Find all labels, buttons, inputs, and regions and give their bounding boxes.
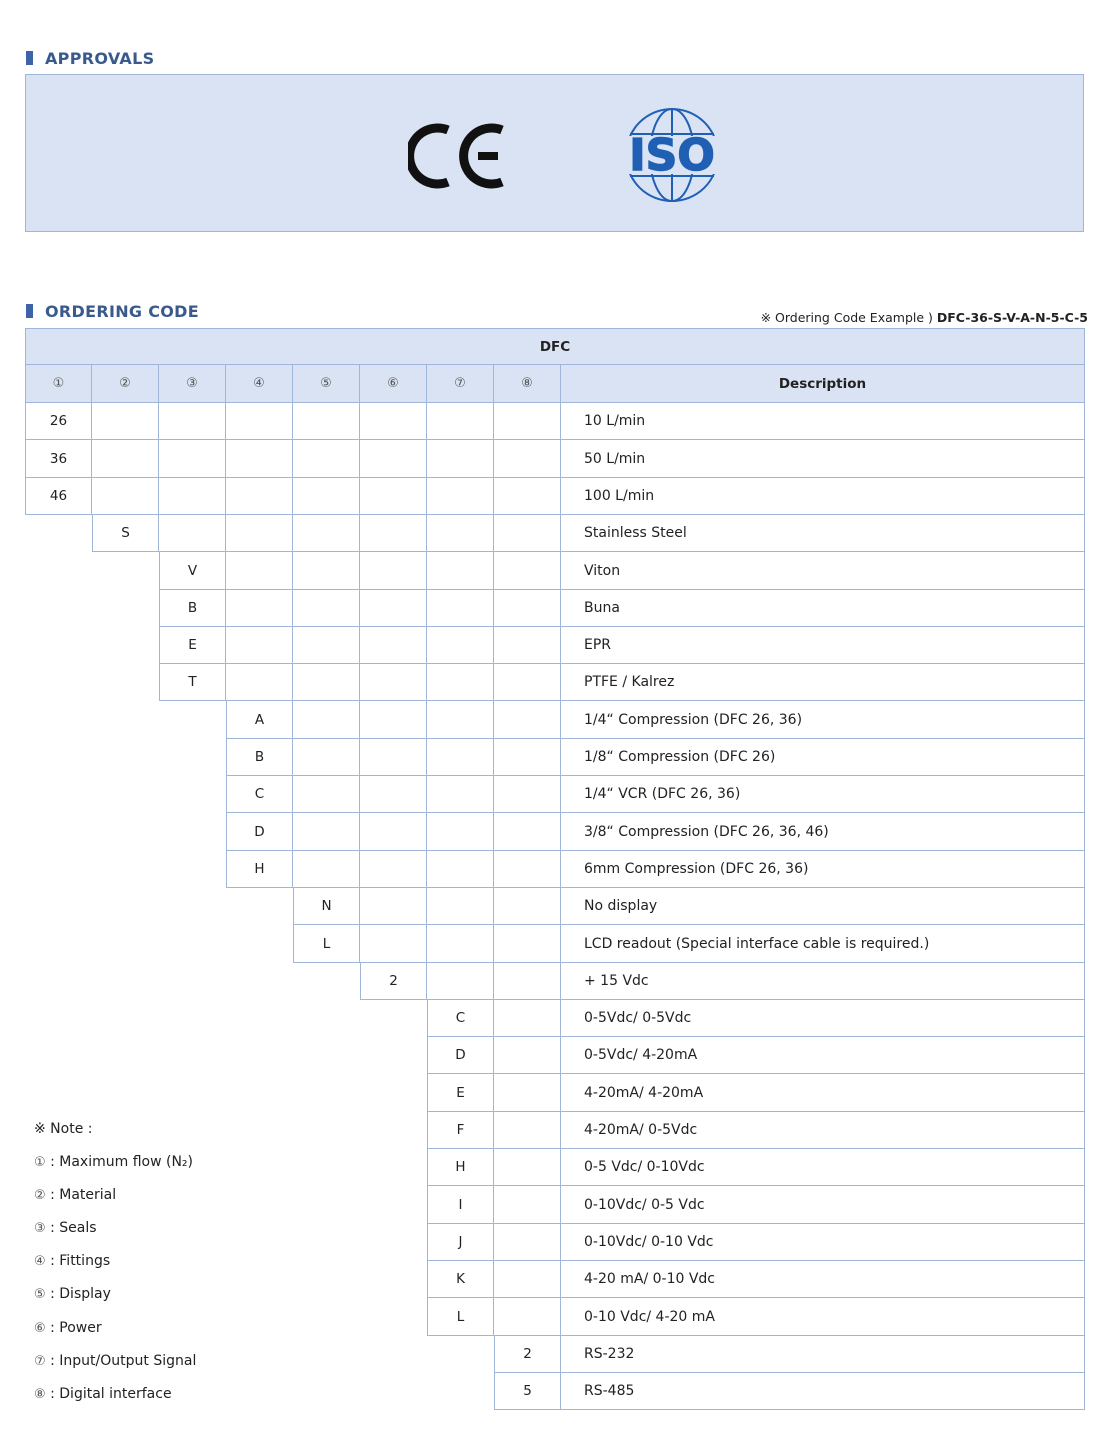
column-header: ①	[25, 365, 92, 403]
empty-cell	[427, 664, 494, 701]
code-cell: K	[427, 1261, 494, 1298]
note-number: ②	[34, 1188, 46, 1204]
empty-cell	[494, 1298, 561, 1336]
code-cell: 2	[360, 963, 427, 1000]
empty-cell	[226, 515, 293, 552]
empty-cell	[494, 1224, 561, 1261]
empty-cell	[293, 851, 360, 888]
empty-cell	[427, 478, 494, 515]
code-cell: S	[92, 515, 159, 552]
empty-cell	[226, 478, 293, 515]
empty-cell	[494, 515, 561, 552]
description-cell: 3/8“ Compression (DFC 26, 36, 46)	[561, 813, 1085, 851]
note-text: : Fittings	[45, 1253, 111, 1270]
description-cell: 0-5 Vdc/ 0-10Vdc	[561, 1149, 1085, 1186]
code-cell: 46	[25, 478, 92, 515]
empty-cell	[226, 440, 293, 478]
note-item	[34, 1253, 110, 1269]
empty-cell	[92, 478, 159, 515]
empty-cell	[293, 627, 360, 664]
empty-cell	[494, 403, 561, 440]
code-cell: 2	[494, 1336, 561, 1373]
empty-cell	[293, 739, 360, 776]
empty-cell	[494, 478, 561, 515]
note-number: ①	[34, 1155, 46, 1170]
empty-cell	[360, 739, 427, 776]
description-cell: LCD readout (Special interface cable is required.)	[561, 925, 1085, 963]
code-cell: E	[159, 627, 226, 664]
code-cell: D	[427, 1037, 494, 1074]
empty-cell	[293, 701, 360, 739]
empty-cell	[494, 701, 561, 739]
empty-cell	[494, 776, 561, 813]
notes-title: ※ Note :	[34, 1121, 93, 1137]
code-cell: B	[159, 590, 226, 627]
empty-cell	[494, 963, 561, 1000]
note-item	[34, 1386, 172, 1402]
description-header: Description	[561, 365, 1085, 403]
empty-cell	[427, 627, 494, 664]
empty-cell	[360, 590, 427, 627]
code-cell: V	[159, 552, 226, 590]
note-item	[34, 1286, 111, 1302]
approvals-box	[25, 74, 1084, 232]
empty-cell	[427, 590, 494, 627]
empty-cell	[427, 813, 494, 851]
note-number: ⑦	[34, 1353, 46, 1369]
code-cell: E	[427, 1074, 494, 1112]
description-cell: 1/4“ Compression (DFC 26, 36)	[561, 701, 1085, 739]
empty-cell	[494, 440, 561, 478]
code-cell: C	[427, 1000, 494, 1037]
empty-cell	[226, 664, 293, 701]
empty-cell	[360, 478, 427, 515]
empty-cell	[427, 552, 494, 590]
note-text: : Power	[45, 1319, 102, 1336]
example-prefix: ※ Ordering Code Example )	[760, 310, 937, 325]
empty-cell	[360, 925, 427, 963]
note-item	[34, 1320, 102, 1336]
empty-cell	[494, 590, 561, 627]
empty-cell	[226, 590, 293, 627]
empty-cell	[360, 515, 427, 552]
empty-cell	[159, 478, 226, 515]
empty-cell	[427, 739, 494, 776]
description-cell: PTFE / Kalrez	[561, 664, 1085, 701]
description-cell: 0-10Vdc/ 0-10 Vdc	[561, 1224, 1085, 1261]
code-cell: J	[427, 1224, 494, 1261]
description-cell: No display	[561, 888, 1085, 925]
empty-cell	[92, 440, 159, 478]
empty-cell	[92, 403, 159, 440]
empty-cell	[427, 888, 494, 925]
empty-cell	[494, 1261, 561, 1298]
code-cell: H	[427, 1149, 494, 1186]
note-item	[34, 1154, 193, 1170]
column-header: ②	[92, 365, 159, 403]
note-item	[34, 1187, 116, 1203]
note-item	[34, 1220, 97, 1236]
note-text: : Material	[45, 1187, 117, 1204]
empty-cell	[427, 776, 494, 813]
empty-cell	[427, 963, 494, 1000]
empty-cell	[360, 813, 427, 851]
code-cell: A	[226, 701, 293, 739]
empty-cell	[494, 1037, 561, 1074]
description-cell: 0-5Vdc/ 4-20mA	[561, 1037, 1085, 1074]
empty-cell	[494, 925, 561, 963]
empty-cell	[427, 440, 494, 478]
empty-cell	[494, 1074, 561, 1112]
approvals-title-text: APPROVALS	[45, 48, 155, 68]
empty-cell	[226, 627, 293, 664]
empty-cell	[494, 851, 561, 888]
empty-cell	[427, 403, 494, 440]
empty-cell	[494, 664, 561, 701]
iso-text: ISO	[629, 130, 715, 181]
description-cell: 0-10 Vdc/ 4-20 mA	[561, 1298, 1085, 1336]
note-text: : Input/Output Signal	[45, 1352, 197, 1369]
description-cell: 0-10Vdc/ 0-5 Vdc	[561, 1186, 1085, 1224]
empty-cell	[159, 440, 226, 478]
empty-cell	[427, 925, 494, 963]
table-title: DFC	[25, 328, 1085, 365]
code-cell: N	[293, 888, 360, 925]
code-cell: D	[226, 813, 293, 851]
description-cell: + 15 Vdc	[561, 963, 1085, 1000]
empty-cell	[159, 403, 226, 440]
empty-cell	[494, 739, 561, 776]
empty-cell	[293, 403, 360, 440]
column-header: ⑦	[427, 365, 494, 403]
empty-cell	[494, 1186, 561, 1224]
empty-cell	[494, 1000, 561, 1037]
empty-cell	[293, 552, 360, 590]
description-cell: RS-232	[561, 1336, 1085, 1373]
code-cell: F	[427, 1112, 494, 1149]
empty-cell	[293, 515, 360, 552]
empty-cell	[427, 701, 494, 739]
code-cell: I	[427, 1186, 494, 1224]
description-cell: 4-20 mA/ 0-10 Vdc	[561, 1261, 1085, 1298]
empty-cell	[494, 1112, 561, 1149]
empty-cell	[293, 590, 360, 627]
empty-cell	[494, 888, 561, 925]
empty-cell	[360, 440, 427, 478]
empty-cell	[494, 552, 561, 590]
ordering-title-text: ORDERING CODE	[45, 301, 199, 321]
empty-cell	[226, 552, 293, 590]
description-cell: Buna	[561, 590, 1085, 627]
empty-cell	[360, 851, 427, 888]
empty-cell	[494, 813, 561, 851]
empty-cell	[226, 403, 293, 440]
description-cell: 100 L/min	[561, 478, 1085, 515]
ordering-example	[761, 310, 1088, 325]
empty-cell	[360, 552, 427, 590]
example-code: DFC-36-S-V-A-N-5-C-5	[936, 310, 1088, 325]
code-cell: L	[427, 1298, 494, 1336]
column-header: ③	[159, 365, 226, 403]
empty-cell	[360, 664, 427, 701]
title-bullet	[26, 51, 33, 65]
empty-cell	[159, 515, 226, 552]
description-cell: 10 L/min	[561, 403, 1085, 440]
empty-cell	[494, 627, 561, 664]
code-cell: 5	[494, 1373, 561, 1410]
empty-cell	[360, 403, 427, 440]
description-cell: EPR	[561, 627, 1085, 664]
empty-cell	[293, 664, 360, 701]
description-cell: 4-20mA/ 4-20mA	[561, 1074, 1085, 1112]
code-cell: 26	[25, 403, 92, 440]
ce-mark-icon	[408, 122, 506, 190]
note-text: : Display	[45, 1286, 111, 1303]
empty-cell	[293, 776, 360, 813]
column-header: ④	[226, 365, 293, 403]
description-cell: 4-20mA/ 0-5Vdc	[561, 1112, 1085, 1149]
note-item	[34, 1353, 196, 1369]
description-cell: 0-5Vdc/ 0-5Vdc	[561, 1000, 1085, 1037]
description-cell: 50 L/min	[561, 440, 1085, 478]
code-cell: H	[226, 851, 293, 888]
title-bullet	[26, 304, 33, 318]
empty-cell	[293, 478, 360, 515]
empty-cell	[427, 515, 494, 552]
empty-cell	[293, 813, 360, 851]
note-number: ⑧	[34, 1386, 46, 1402]
note-number: ③	[34, 1221, 46, 1237]
empty-cell	[360, 888, 427, 925]
code-cell: C	[226, 776, 293, 813]
note-number: ④	[34, 1254, 46, 1270]
description-cell: 6mm Compression (DFC 26, 36)	[561, 851, 1085, 888]
description-cell: Viton	[561, 552, 1085, 590]
description-cell: RS-485	[561, 1373, 1085, 1410]
code-cell: L	[293, 925, 360, 963]
column-header: ⑧	[494, 365, 561, 403]
code-cell: B	[226, 739, 293, 776]
empty-cell	[360, 776, 427, 813]
code-cell: 36	[25, 440, 92, 478]
column-header: ⑥	[360, 365, 427, 403]
description-cell: 1/8“ Compression (DFC 26)	[561, 739, 1085, 776]
note-number: ⑥	[34, 1320, 46, 1336]
empty-cell	[293, 440, 360, 478]
note-text: : Maximum flow (N₂)	[45, 1154, 193, 1170]
note-number: ⑤	[34, 1287, 46, 1303]
note-text: : Digital interface	[45, 1385, 172, 1402]
empty-cell	[360, 627, 427, 664]
note-text: : Seals	[45, 1220, 97, 1237]
empty-cell	[494, 1149, 561, 1186]
empty-cell	[427, 851, 494, 888]
description-cell: Stainless Steel	[561, 515, 1085, 552]
approvals-title	[26, 48, 154, 68]
description-cell: 1/4“ VCR (DFC 26, 36)	[561, 776, 1085, 813]
code-cell: T	[159, 664, 226, 701]
column-header: ⑤	[293, 365, 360, 403]
empty-cell	[360, 701, 427, 739]
ordering-title	[26, 301, 199, 321]
iso-logo-icon	[616, 106, 728, 204]
